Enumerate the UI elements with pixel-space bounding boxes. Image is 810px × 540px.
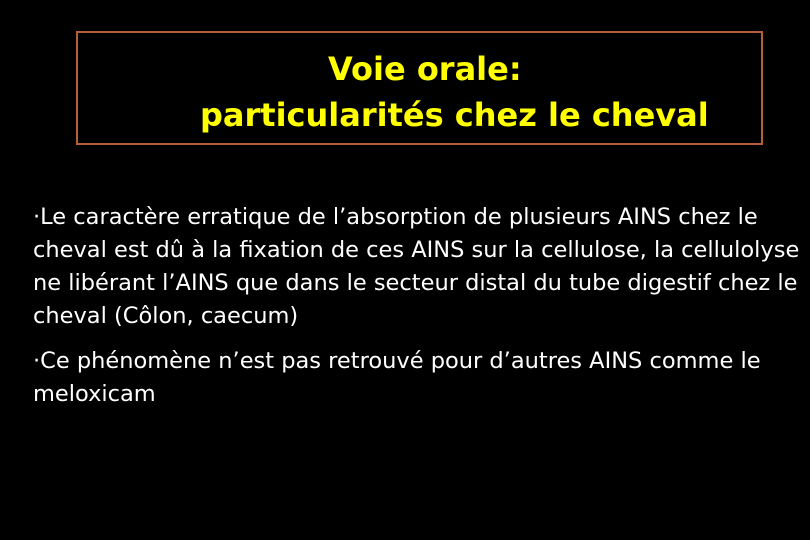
title-line-2: particularités chez le cheval: [200, 96, 709, 134]
bullet-item-cellulose: ·Le caractère erratique de l’absorption de plusieurs AINS chez le cheval est dû à la fixation de ces AINS sur la cellulose, la cellulolyse ne libérant l’AINS que dans le secteur distal du tube digestif chez le cheval (Côlon, caecum): [33, 204, 800, 329]
title-box: [76, 31, 763, 145]
bullet-item-meloxicam: ·Ce phénomène n’est pas retrouvé pour d’autres AINS comme le meloxicam: [33, 348, 761, 407]
title-line-1: Voie orale:: [328, 50, 522, 88]
bullet-list: [33, 201, 803, 423]
